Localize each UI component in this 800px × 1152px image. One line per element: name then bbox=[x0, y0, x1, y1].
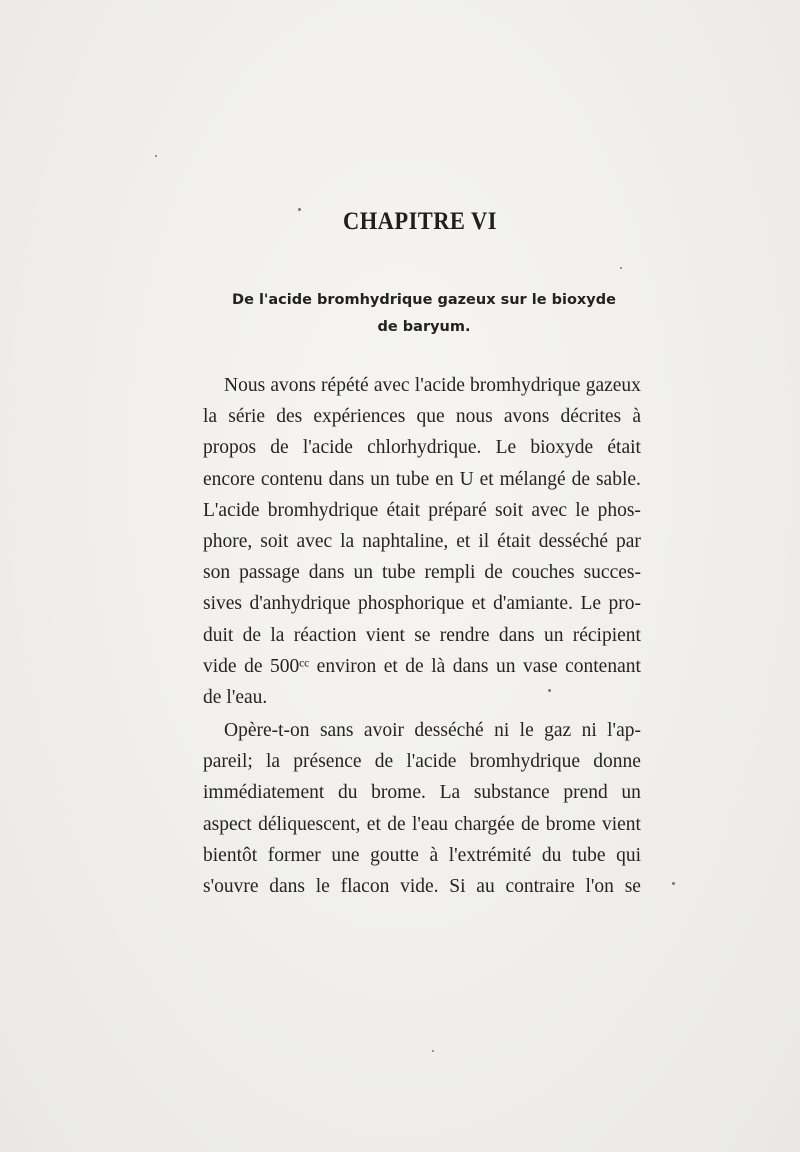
word: répété bbox=[321, 375, 369, 396]
word: de bbox=[242, 624, 262, 646]
text-line bbox=[203, 495, 641, 526]
word: un bbox=[543, 624, 564, 646]
text-line bbox=[203, 777, 641, 808]
word: d'amiante. bbox=[493, 593, 573, 615]
text-line bbox=[203, 526, 641, 557]
word: l'acide bbox=[302, 437, 353, 459]
word: Le bbox=[495, 437, 517, 459]
word: nous bbox=[455, 406, 493, 428]
word: de bbox=[244, 655, 263, 677]
text-line bbox=[203, 464, 641, 495]
word: l'acide bbox=[406, 751, 457, 773]
word: Si bbox=[449, 876, 466, 897]
word: soit bbox=[260, 530, 289, 552]
word: de bbox=[520, 813, 540, 835]
word: la bbox=[266, 751, 281, 773]
word: avec bbox=[531, 499, 568, 521]
word: substance bbox=[473, 782, 550, 804]
word: avec bbox=[296, 530, 333, 552]
word: et bbox=[479, 468, 494, 490]
text-line bbox=[203, 651, 641, 682]
word: vide bbox=[203, 655, 237, 677]
word: l'ap- bbox=[607, 720, 641, 742]
word: avons bbox=[503, 406, 550, 428]
word: propos bbox=[203, 437, 257, 459]
word: de bbox=[203, 686, 222, 708]
word: vient bbox=[601, 813, 641, 835]
word: des bbox=[276, 406, 303, 428]
word: un bbox=[621, 782, 641, 804]
word: 500ᶜᶜ bbox=[269, 655, 310, 677]
word: déliquescent, bbox=[258, 813, 361, 835]
word: ni bbox=[581, 720, 597, 742]
word: pro- bbox=[608, 593, 641, 615]
word: prend bbox=[563, 782, 608, 804]
text-line bbox=[203, 588, 641, 619]
word: L'acide bbox=[203, 499, 260, 521]
word: et bbox=[456, 530, 471, 552]
word: contraire bbox=[505, 876, 575, 897]
word: aspect bbox=[203, 813, 252, 835]
word: succes- bbox=[583, 562, 641, 584]
chapter-subtitle bbox=[215, 287, 633, 341]
word: de bbox=[270, 437, 289, 459]
word: vient bbox=[365, 624, 405, 646]
word: Le bbox=[580, 593, 602, 615]
word: vase bbox=[522, 655, 558, 677]
word: un bbox=[353, 562, 373, 584]
text-line bbox=[203, 715, 641, 746]
word: à bbox=[429, 844, 439, 866]
word: bromhydrique bbox=[267, 499, 379, 521]
word: rendre bbox=[439, 624, 490, 646]
word: l'eau. bbox=[226, 686, 268, 708]
word: desséché bbox=[414, 720, 484, 742]
word: se bbox=[414, 624, 431, 646]
word: donne bbox=[593, 751, 641, 773]
word: de bbox=[387, 813, 406, 835]
word: dans bbox=[328, 468, 365, 490]
word: un bbox=[495, 655, 516, 677]
chapter-body bbox=[203, 370, 641, 902]
word: d'anhydrique bbox=[249, 593, 351, 615]
word: immédiatement bbox=[203, 782, 325, 804]
word: desséché bbox=[538, 530, 609, 552]
word: et bbox=[366, 813, 381, 835]
word: gaz bbox=[544, 720, 572, 742]
text-line bbox=[203, 746, 641, 777]
word: par bbox=[616, 530, 641, 552]
word: avons bbox=[270, 375, 316, 396]
text-line bbox=[203, 432, 641, 463]
word: Opère-t-on bbox=[224, 720, 310, 742]
word: naphtaline, bbox=[362, 530, 449, 552]
word: de bbox=[374, 751, 394, 773]
word: contenant bbox=[565, 655, 641, 677]
text-line bbox=[203, 401, 641, 432]
word: flacon bbox=[340, 876, 390, 897]
word: sable. bbox=[595, 468, 641, 490]
word: de bbox=[484, 562, 503, 584]
text-line bbox=[203, 370, 641, 401]
word: brome bbox=[545, 813, 596, 835]
word: à bbox=[632, 406, 641, 428]
word: expériences bbox=[313, 406, 406, 428]
word: la bbox=[203, 406, 218, 428]
word: l'eau bbox=[412, 813, 448, 835]
word: présence bbox=[293, 751, 362, 773]
word: son bbox=[203, 562, 231, 584]
word: U bbox=[459, 468, 474, 490]
paper-speck bbox=[548, 689, 551, 692]
word: il bbox=[478, 530, 490, 552]
word: série bbox=[228, 406, 266, 428]
word: se bbox=[624, 876, 641, 897]
word: ni bbox=[494, 720, 510, 742]
word: former bbox=[267, 844, 321, 866]
word: tube bbox=[381, 562, 416, 584]
word: du bbox=[541, 844, 562, 866]
word: était bbox=[497, 530, 531, 552]
word: au bbox=[476, 876, 495, 897]
word: environ bbox=[316, 655, 377, 677]
word: passage bbox=[239, 562, 300, 584]
text-line bbox=[203, 871, 641, 902]
word: l'on bbox=[585, 876, 614, 897]
word: phore, bbox=[203, 530, 253, 552]
word: bromhydrique bbox=[470, 375, 581, 396]
text-line bbox=[203, 682, 641, 713]
word: la bbox=[340, 530, 355, 552]
word: dans bbox=[452, 655, 489, 677]
word: pareil; bbox=[203, 751, 253, 773]
word: était bbox=[607, 437, 641, 459]
word: réaction bbox=[293, 624, 357, 646]
text-line bbox=[203, 557, 641, 588]
word: phosphorique bbox=[357, 593, 465, 615]
word: Nous bbox=[224, 375, 266, 396]
word: couches bbox=[511, 562, 575, 584]
word: sans bbox=[319, 720, 354, 742]
word: bientôt bbox=[203, 844, 258, 866]
word: et bbox=[383, 655, 398, 677]
word: dans bbox=[498, 624, 535, 646]
word: préparé bbox=[428, 499, 487, 521]
word: goutte bbox=[370, 844, 419, 866]
word: un bbox=[370, 468, 390, 490]
word: était bbox=[386, 499, 421, 521]
word: La bbox=[439, 782, 461, 804]
word: contenu bbox=[260, 468, 323, 490]
subtitle-line: de baryum. bbox=[377, 319, 471, 335]
word: le bbox=[315, 876, 330, 897]
paper-speck bbox=[298, 208, 301, 211]
word: la bbox=[270, 624, 285, 646]
word: avoir bbox=[363, 720, 404, 742]
word: bromhydrique bbox=[469, 751, 581, 773]
word: le bbox=[519, 720, 534, 742]
word: une bbox=[331, 844, 360, 866]
paper-speck bbox=[432, 1050, 434, 1052]
word: l'extrémité bbox=[448, 844, 532, 866]
word: bioxyde bbox=[530, 437, 594, 459]
word: qui bbox=[616, 844, 641, 866]
chapter-title: CHAPITRE VI bbox=[343, 208, 497, 235]
word: récipient bbox=[572, 624, 641, 646]
word: gazeux bbox=[585, 375, 641, 396]
word: avec bbox=[373, 375, 410, 396]
word: encore bbox=[203, 468, 255, 490]
word: sives bbox=[203, 593, 242, 615]
word: de bbox=[571, 468, 591, 490]
word: vide. bbox=[400, 876, 439, 897]
word: que bbox=[416, 406, 445, 428]
subtitle-line: De l'acide bromhydrique gazeux sur le bioxyde bbox=[232, 292, 616, 308]
paper-speck bbox=[672, 882, 675, 885]
word: de bbox=[405, 655, 424, 677]
text-line bbox=[203, 620, 641, 651]
text-line bbox=[203, 809, 641, 840]
word: mélangé bbox=[499, 468, 566, 490]
word: phos- bbox=[597, 499, 641, 521]
word: soit bbox=[494, 499, 524, 521]
word: là bbox=[431, 655, 446, 677]
paper-speck bbox=[620, 267, 622, 269]
word: chargée bbox=[454, 813, 515, 835]
word: tube bbox=[395, 468, 430, 490]
word: dans bbox=[308, 562, 345, 584]
text-line bbox=[203, 840, 641, 871]
word: rempli bbox=[424, 562, 476, 584]
word: en bbox=[435, 468, 454, 490]
word: du bbox=[337, 782, 358, 804]
word: brome. bbox=[371, 782, 426, 804]
word: chlorhydrique. bbox=[367, 437, 482, 459]
word: décrites bbox=[560, 406, 622, 428]
word: s'ouvre bbox=[203, 876, 259, 897]
paper-speck bbox=[155, 155, 157, 157]
word: duit bbox=[203, 624, 234, 646]
word: et bbox=[471, 593, 486, 615]
word: le bbox=[575, 499, 590, 521]
word: tube bbox=[571, 844, 606, 866]
word: l'acide bbox=[414, 375, 465, 396]
word: dans bbox=[269, 876, 306, 897]
